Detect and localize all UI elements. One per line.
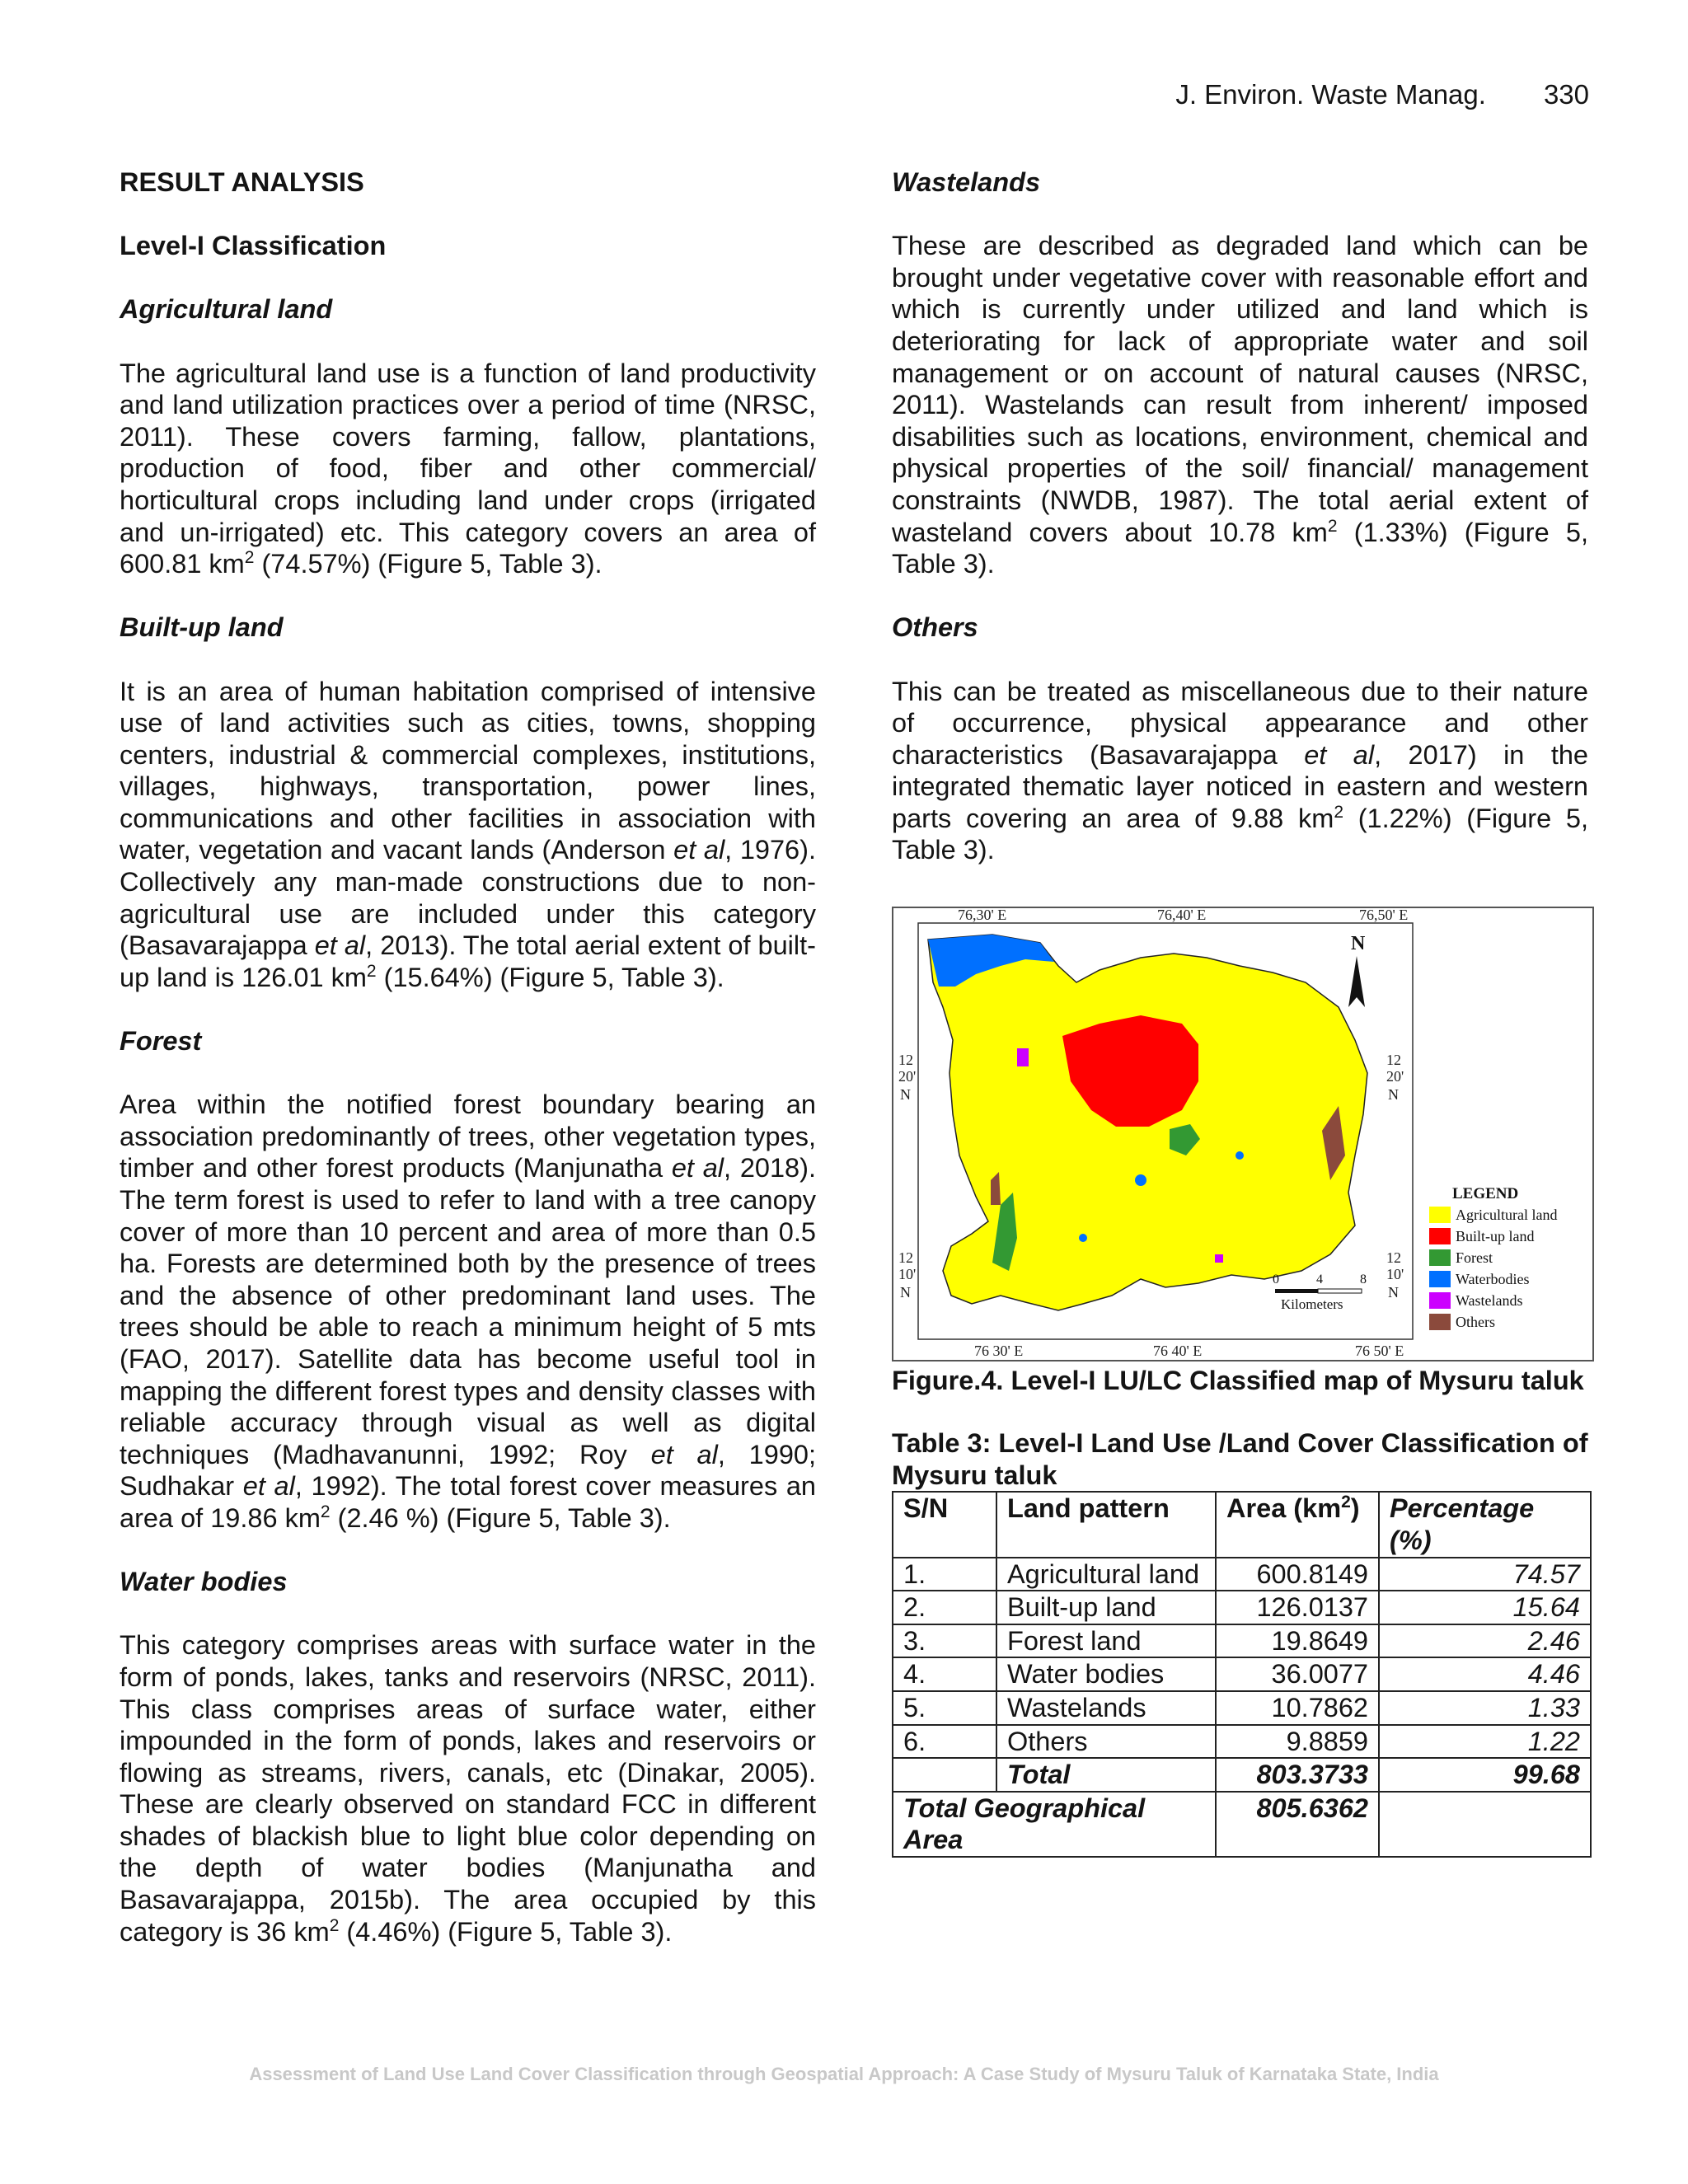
header-percentage: Percentage (%) xyxy=(1379,1492,1591,1557)
agricultural-heading: Agricultural land xyxy=(120,294,333,325)
table-geo-row xyxy=(893,1792,1591,1857)
cell-land: Wastelands xyxy=(996,1691,1216,1725)
legend-label: Built-up land xyxy=(1456,1227,1535,1244)
map-legend xyxy=(1429,1207,1557,1330)
running-footer: Assessment of Land Use Land Cover Classification through Geospatial Approach: A Case Study of Mysuru Taluk of Karnataka State, India xyxy=(249,2064,1439,2084)
cell-land: Others xyxy=(996,1725,1216,1759)
forest-heading: Forest xyxy=(120,1026,202,1057)
table-row xyxy=(893,1691,1591,1725)
builtup-paragraph: It is an area of human habitation comprised of intensive use of land activities such as cities, towns, shopping centers, industrial & commercial complexes, institutions, villages, highways, transportation, power lines, communications and other facilities in association with water, vegetation and vacant lands (Anderson et al, 1976). Collectively any man-made constructions due to non-agricultural use are included under this category (Basavarajappa et al, 2013). The total aerial extent of built-up land is 126.01 $km^2$ (15.64%) (Figure 5, Table 3). xyxy=(120,676,816,992)
builtup-heading: Built-up land xyxy=(120,612,284,643)
legend-label: Wastelands xyxy=(1456,1291,1523,1309)
section-title: RESULT ANALYSIS xyxy=(120,167,364,197)
journal-name: J. Environ. Waste Manag. xyxy=(1175,79,1486,110)
water-patch-3 xyxy=(1079,1234,1087,1242)
cell-sn: 1. xyxy=(893,1558,996,1591)
left-column xyxy=(120,166,816,1947)
figure-caption: Figure.4. Level-I LU/LC Classified map of Mysuru taluk xyxy=(892,1365,1584,1395)
cell-area: 9.8859 xyxy=(1216,1725,1379,1759)
water-paragraph: This category comprises areas with surface water in the form of ponds, lakes, tanks and reservoirs (NRSC, 2011). This class comprises areas of surface water, either impounded in the form of ponds, lakes and reservoirs or flowing as streams, rivers, canals, etc (Dinakar, 2005). These are clearly observed on standard FCC in different shades of blackish blue to light blue color depending on the depth of water bodies (Manjunatha and Basavarajappa, 2015b). The area occupied by this category is 36 $km^2$ (4.46%) (Figure 5, Table 3). xyxy=(120,1630,816,1947)
lat-10-left-deg: 12 xyxy=(898,1249,913,1266)
lat-20-right-n: N xyxy=(1388,1085,1399,1103)
cell-area: 19.8649 xyxy=(1216,1624,1379,1658)
tick-bottom-2: 76 40' E xyxy=(1153,1342,1203,1359)
lat-20-right-min: 20' xyxy=(1386,1067,1404,1085)
subsection-title: Level-I Classification xyxy=(120,231,387,261)
forest-paragraph: Area within the notified forest boundary bearing an association predominantly of trees, other vegetation types, timber and other forest products (Manjunatha et al, 2018). The term forest is used to refer to land with a tree canopy cover of more than 10 percent and area of more than 0.5 ha. Forests are determined both by the presence of trees and the absence of other predominant land uses. The trees should be able to reach a minimum height of 5 mts (FAO, 2017). Satellite data has become useful tool in mapping the different forest types and density classes with reliable accuracy through visual as well as digital techniques (Madhavanunni, 1992; Roy et al, 1990; Sudhakar et al, 1992). The total forest cover measures an area of 19.86 $km^2$ (2.46 %) (Figure 5, Table 3). xyxy=(120,1090,817,1533)
lulc-table xyxy=(892,1491,1592,1858)
cell-sn: 6. xyxy=(893,1725,996,1759)
tick-top-1: 76,30' E xyxy=(958,907,1007,923)
legend-swatch xyxy=(1429,1271,1451,1287)
legend-swatch xyxy=(1429,1249,1451,1266)
cell-land: Water bodies xyxy=(996,1657,1216,1691)
lat-10-right-n: N xyxy=(1388,1283,1399,1301)
legend-swatch xyxy=(1429,1314,1451,1330)
cell-area: 36.0077 xyxy=(1216,1657,1379,1691)
agricultural-paragraph: The agricultural land use is a function of land productivity and land utilization practices over a period of time (NRSC, 2011). These covers farming, fallow, plantations, production of food, fiber and other commercial/ horticultural crops including land under crops (irrigated and un-irrigated) etc. This category covers an area of 600.81 $km^2$ (74.57%) (Figure 5, Table 3). xyxy=(120,358,816,579)
table-row xyxy=(893,1624,1591,1658)
cell-land: Forest land xyxy=(996,1624,1216,1658)
table-header-row xyxy=(893,1492,1591,1557)
page-number: 330 xyxy=(1543,79,1589,110)
cell-percentage: 15.64 xyxy=(1379,1591,1591,1624)
water-heading: Water bodies xyxy=(120,1567,288,1597)
cell-percentage: 4.46 xyxy=(1379,1657,1591,1691)
cell-land: Built-up land xyxy=(996,1591,1216,1624)
legend-label: Others xyxy=(1456,1313,1495,1330)
legend-title: LEGEND xyxy=(1452,1184,1519,1202)
table-row xyxy=(893,1558,1591,1591)
lat-20-right-deg: 12 xyxy=(1386,1051,1401,1068)
wastelands-heading: Wastelands xyxy=(892,167,1041,197)
geo-area: 805.6362 xyxy=(1216,1792,1379,1857)
lat-20-left-deg: 12 xyxy=(898,1051,913,1068)
total-area: 803.3733 xyxy=(1216,1758,1379,1792)
table-row xyxy=(893,1657,1591,1691)
cell-land: Agricultural land xyxy=(996,1558,1216,1591)
wastelands-paragraph: These are described as degraded land which can be brought under vegetative cover with reasonable effort and which is currently under utilized and land which is deteriorating for lack of appropriate water and soil management or on account of natural causes (NRSC, 2011). Wastelands can result from inherent/ imposed disabilities such as locations, environment, chemical and physical properties of the soil/ financial/ management constraints (NWDB, 1987). The total aerial extent of wasteland covers about 10.78 $km^2$ (1.33%) (Figure 5, Table 3). xyxy=(892,231,1588,579)
water-patch-2 xyxy=(1236,1151,1244,1160)
cell-sn: 4. xyxy=(893,1657,996,1691)
cell-percentage: 74.57 xyxy=(1379,1558,1591,1591)
total-label: Total xyxy=(996,1758,1216,1792)
wasteland-patch-2 xyxy=(1215,1254,1223,1263)
scale-4: 4 xyxy=(1316,1272,1323,1286)
table-caption: Table 3: Level-I Land Use /Land Cover Classification of Mysuru taluk xyxy=(892,1428,1588,1490)
legend-label: Agricultural land xyxy=(1456,1206,1558,1223)
running-header xyxy=(1175,79,1589,110)
lat-10-right-deg: 12 xyxy=(1386,1249,1401,1266)
scale-0: 0 xyxy=(1273,1272,1279,1286)
legend-swatch xyxy=(1429,1207,1451,1223)
lat-10-left-n: N xyxy=(900,1283,911,1301)
lat-10-left-min: 10' xyxy=(898,1265,917,1282)
right-column xyxy=(892,166,1588,1858)
tick-top-3: 76,50' E xyxy=(1359,907,1409,923)
cell-area: 126.0137 xyxy=(1216,1591,1379,1624)
others-heading: Others xyxy=(892,612,978,643)
lat-20-left-n: N xyxy=(900,1085,911,1103)
table-row xyxy=(893,1591,1591,1624)
cell-sn: 2. xyxy=(893,1591,996,1624)
water-patch xyxy=(1135,1174,1146,1186)
geo-label: Total Geographical Area xyxy=(893,1792,1216,1857)
cell-percentage: 1.33 xyxy=(1379,1691,1591,1725)
lat-10-right-min: 10' xyxy=(1386,1265,1404,1282)
lulc-map-figure xyxy=(892,907,1594,1361)
tick-bottom-1: 76 30' E xyxy=(974,1342,1024,1359)
cell-sn: 3. xyxy=(893,1624,996,1658)
header-land: Land pattern xyxy=(996,1492,1216,1557)
scale-unit: Kilometers xyxy=(1281,1296,1343,1312)
tick-top-2: 76,40' E xyxy=(1157,907,1207,923)
cell-area: 10.7862 xyxy=(1216,1691,1379,1725)
cell-percentage: 2.46 xyxy=(1379,1624,1591,1658)
others-paragraph: This can be treated as miscellaneous due to their nature of occurrence, physical appearance and other characteristics (Basavarajappa et al, 2017) in the integrated thematic layer noticed in eastern and western parts covering an area of 9.88 $km^2$ (1.22%) (Figure 5, Table 3). xyxy=(892,676,1589,865)
legend-swatch xyxy=(1429,1292,1451,1309)
cell-sn: 5. xyxy=(893,1691,996,1725)
table-row xyxy=(893,1725,1591,1759)
legend-label: Waterbodies xyxy=(1456,1270,1530,1287)
scale-8: 8 xyxy=(1360,1272,1367,1286)
scale-bar-seg-1 xyxy=(1275,1289,1318,1293)
legend-swatch xyxy=(1429,1228,1451,1244)
scale-bar-seg-2 xyxy=(1318,1289,1362,1293)
north-label: N xyxy=(1351,932,1366,954)
tick-bottom-3: 76 50' E xyxy=(1355,1342,1404,1359)
legend-label: Forest xyxy=(1456,1249,1493,1266)
lat-20-left-min: 20' xyxy=(898,1067,917,1085)
cell-percentage: 1.22 xyxy=(1379,1725,1591,1759)
table-total-row xyxy=(893,1758,1591,1792)
header-sn: S/N xyxy=(893,1492,996,1557)
header-area: Area $(km^2)$ xyxy=(1216,1492,1379,1557)
total-percentage: 99.68 xyxy=(1379,1758,1591,1792)
cell-area: 600.8149 xyxy=(1216,1558,1379,1591)
wasteland-patch xyxy=(1017,1048,1029,1066)
